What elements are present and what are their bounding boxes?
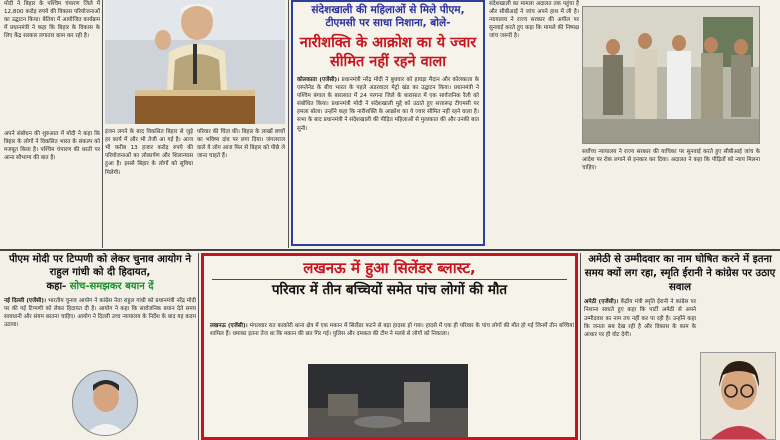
blast-headline: लखनऊ में हुआ सिलेंडर ब्लास्ट, [303,259,476,277]
officials-walking-photo [582,6,760,144]
blast-subheadline: परिवार में तीन बच्चियों समेत पांच लोगों की मौत [212,279,567,300]
top-left-column-lower: अपने संबोधन की शुरुआत में मोदी ने कहा कि बिहार के लोगों ने विकसित भारत के संकल्प को मजबूत किया है। पश्चिम चंपारण की धरती पर आना सौभाग्य की बात है। [4,131,100,162]
top-right-column-2: सर्वोच्च न्यायालय ने राज्य सरकार की याचिका पर सुनवाई करते हुए सीबीआई जांच के आदेश पर रोक लगाने से इनकार कर दिया। अदालत ने कहा कि पीड़ितों को न्याय मिलना चाहिए। [582,149,760,172]
ec-headline: पीएम मोदी पर टिप्पणी को लेकर चुनाव आयोग ने राहुल गांधी को दी हिदायत, [8,254,192,279]
smriti-irani-photo [700,352,776,440]
story-dateline: कोलकाता (एजेंसी)। [297,76,340,83]
ec-subheadline: कहा- सोच-समझकर बयान दें [46,280,154,292]
sandeshkhali-story-box [291,0,485,246]
ec-body: भारतीय चुनाव आयोग ने कांग्रेस नेता राहुल गांधी को प्रधानमंत्री नरेंद्र मोदी पर की गई टिप्पणी को लेकर हिदायत दी है। आयोग ने कहा कि सार्वजनिक बयान देते समय सावधानी और संयम बरतना चाहिए। आयोग ने दिल्ली उच्च न्यायालय के निर्देश के बाद यह कदम उठाया। [4,297,196,328]
story-headline: नारीशक्ति के आक्रोश का ये ज्वार सीमित नहीं रहने वाला [299,35,477,71]
ec-dateline: नई दिल्ली (एजेंसी)। [4,297,47,304]
cylinder-blast-story [201,253,578,440]
top-left-column-upper: मोदी ने बिहार के पश्चिम चंपारण जिले में 12,800 करोड़ रुपये की विकास परियोजनाओं का उद्घाटन किया। बेतिया में आयोजित कार्यक्रम में प्रधानमंत्री ने कहा कि बिहार के विकास के लिए केंद्र सरकार लगातार काम कर रही है। [4,1,100,40]
top-right-column: संदेशखाली का मामला अदालत तक पहुंचा है और सीबीआई ने जांच अपने हाथ में ली है। न्यायालय ने राज्य सरकार की अपील पर सुनवाई करते हुए कहा कि मामले की निष्पक्ष जांच जरूरी है। [489,1,579,40]
story-body: प्रधानमंत्री नरेंद्र मोदी ने बुधवार को हावड़ा मैदान और कोलकाता के एस्प्लेनेड के बीच भारत के पहले अंडरवाटर मेट्रो खंड का उद्घाटन किया। प्रधानमंत्री ने पश्चिम बंगाल के बारासात में 24 परगना जिले के बारासात में एक सार्वजनिक रैली को संबोधित किया। प्रधानमंत्री मोदी ने संदेशखाली मुद्दे को उठाते हुए सत्तारूढ़ टीएमसी पर हमला बोला। उन्होंने कहा कि नारीशक्ति के आक्रोश का ये ज्वार सीमित नहीं रहने वाला है। सभा के बाद प्रधानमंत्री ने संदेशखाली की पीड़ित महिलाओं से मुलाकात की और उनकी बात सुनी। [297,76,480,132]
top-mid-left-column: इंजन लगने के बाद विकसित बिहार से जुड़े हर कार्य में और भी तेजी आ गई है। आज भी करीब 13 हजार करोड़ रुपये की परियोजनाओं का लोकार्पण और शिलान्यास हुआ है। इससे बिहार के लोगों को सुविधा मिलेगी। [105,129,193,176]
blast-body: मंगलवार रात काकोरी थाना क्षेत्र में एक मकान में सिलेंडर फटने से बड़ा हादसा हो गया। हादसे में एक ही परिवार के पांच लोगों की मौत हो गई जिनमें तीन बच्चियां शामिल हैं। धमाका इतना तेज था कि मकान की छत गिर गई। पुलिस और दमकल की टीम ने मलबे से लोगों को निकाला। [210,323,575,338]
amethi-headline: अमेठी से उम्मीदवार का नाम घोषित करने में इतना समय क्यों लग रहा, स्मृति ईरानी ने कांग्रेस पर उठाए सवाल [584,254,776,293]
blast-dateline: लखनऊ (एजेंसी)। [210,323,248,329]
top-mid-left-column-2: परिवार की चिंता की। बिहार के लाखों बच्चों का भविष्य दांव पर लगा दिया। जंगलराज वाले ये लोग आज फिर से बिहार को पीछे ले जाना चाहते हैं। [197,129,285,160]
amethi-dateline: अमेठी (एजेंसी)। [584,299,619,306]
modi-speech-photo [105,0,285,124]
story-kicker: संदेशखाली की महिलाओं से मिले पीएम, टीएमसी पर साधा निशाना, बोले- [311,4,465,30]
amethi-body: केंद्रीय मंत्री स्मृति ईरानी ने कांग्रेस पर निशाना साधते हुए कहा कि पार्टी अमेठी से अपने उम्मीदवार का नाम तय नहीं कर पा रही है। उन्होंने कहा कि जनता सब देख रही है और विकास के काम के आधार पर ही वोट देगी। [584,299,696,338]
rahul-gandhi-photo [72,370,138,436]
blast-site-photo [308,364,468,438]
